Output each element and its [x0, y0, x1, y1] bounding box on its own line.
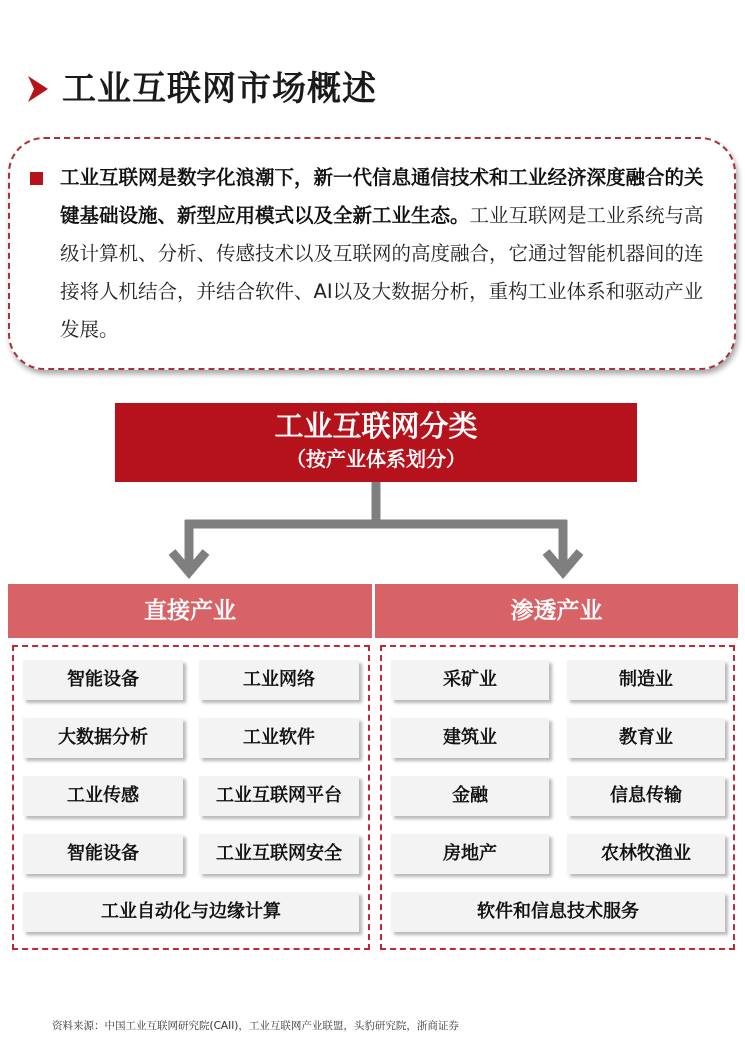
direct-item: 工业互联网安全	[199, 834, 359, 874]
permeation-item: 农林牧渔业	[567, 834, 725, 874]
intro-normal-text: 工业互联网是工业系统与高级计算机、分析、传感技术以及互联网的高度融合，它通过智能机器间的连接将人机结合，并结合软件、AI以及大数据分析，重构工业体系和驱动产业发展。	[60, 204, 704, 341]
direct-item: 智能设备	[23, 660, 183, 700]
square-bullet-icon	[30, 172, 43, 185]
direct-industry-header: 直接产业	[8, 584, 372, 638]
permeation-item: 制造业	[567, 660, 725, 700]
intro-text	[60, 159, 720, 349]
direct-item: 大数据分析	[23, 718, 183, 758]
permeation-item: 建筑业	[391, 718, 549, 758]
permeation-item: 软件和信息技术服务	[391, 892, 725, 932]
direct-item: 工业传感	[23, 776, 183, 816]
classification-subtitle: （按产业体系划分）	[286, 447, 466, 471]
permeation-item: 采矿业	[391, 660, 549, 700]
page-title: 工业互联网市场概述	[62, 69, 377, 109]
direct-item: 工业网络	[199, 660, 359, 700]
connector-arrows	[0, 480, 745, 590]
permeation-item: 信息传输	[567, 776, 725, 816]
direct-item: 工业软件	[199, 718, 359, 758]
permeation-item: 教育业	[567, 718, 725, 758]
permeation-item: 金融	[391, 776, 549, 816]
direct-item: 工业互联网平台	[199, 776, 359, 816]
source-footnote: 资料来源：中国工业互联网研究院(CAII)，工业互联网产业联盟，头豹研究院，浙商证券	[52, 1020, 459, 1032]
intro-bold-text: 工业互联网是数字化浪潮下，新一代信息通信技术和工业经济深度融合的关键基础设施、新型应用模式以及全新工业生态。	[60, 166, 704, 227]
classification-header	[115, 403, 637, 482]
direct-item: 智能设备	[23, 834, 183, 874]
classification-title: 工业互联网分类	[274, 409, 478, 443]
chevron-right-icon	[26, 74, 50, 104]
permeation-item: 房地产	[391, 834, 549, 874]
permeation-industry-header: 渗透产业	[375, 584, 738, 638]
direct-item: 工业自动化与边缘计算	[23, 892, 359, 932]
